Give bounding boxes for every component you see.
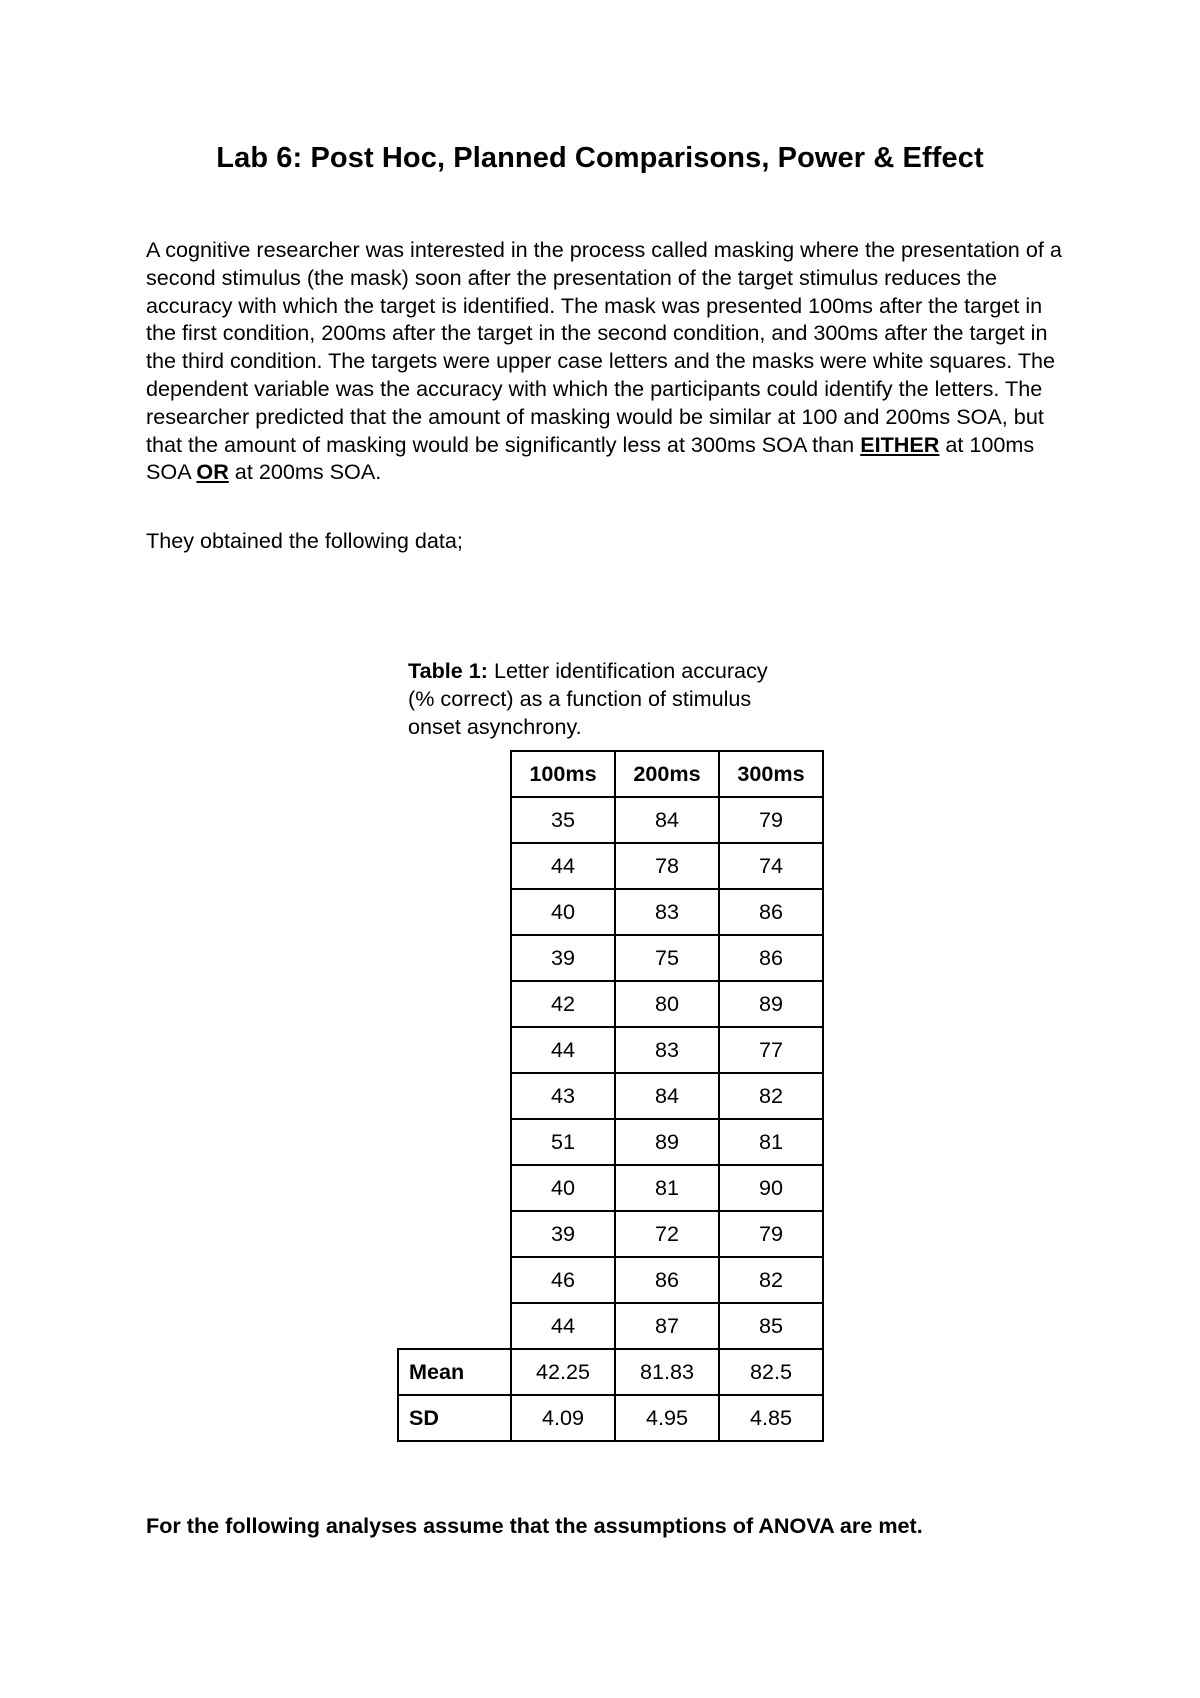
emphasis-or: OR [196, 459, 229, 485]
table-caption-label: Table 1: [408, 658, 488, 683]
table-cell: 82 [719, 1257, 823, 1303]
summary-label: SD [398, 1395, 511, 1441]
emphasis-either: EITHER [860, 431, 940, 457]
table-cell: 40 [511, 889, 615, 935]
table-cell: 44 [511, 1027, 615, 1073]
table-cell: 83 [615, 1027, 719, 1073]
intro-text-2: at 100ms SOA [146, 431, 1035, 485]
table-cell: 79 [719, 1211, 823, 1257]
intro-text-1: A cognitive researcher was interested in the process called masking where the presentation of a second stimulus (the mask) soon after the presentation of the target stimulus reduces the accuracy with which the target is identified. The mask was presented 100ms after the target in the first condition, 200ms after the target in the second condition, and 300ms after the target in the third condition. The targets were upper case letters and the masks were white squares. The dependent variable was the accuracy with which the participants could identify the letters. The researcher predicted that the amount of masking would be similar at 100 and 200ms SOA, but that the amount of masking would be significantly less at 300ms SOA than [146, 237, 1062, 457]
blank-cell [398, 797, 511, 843]
table-row [398, 1073, 823, 1119]
table-cell: 81 [615, 1165, 719, 1211]
intro-text-3: at 200ms SOA. [228, 459, 382, 485]
table-cell: 90 [719, 1165, 823, 1211]
table-row [398, 797, 823, 843]
table-row [398, 1303, 823, 1349]
blank-cell [398, 1027, 511, 1073]
table-cell: 86 [615, 1257, 719, 1303]
table-cell: 43 [511, 1073, 615, 1119]
table-cell: 89 [615, 1119, 719, 1165]
summary-row-mean [398, 1349, 823, 1395]
column-header: 200ms [615, 751, 719, 797]
intro-paragraph [146, 236, 1066, 486]
blank-cell [398, 843, 511, 889]
table-cell: 78 [615, 843, 719, 889]
table-header-row [398, 751, 823, 797]
table-cell: 89 [719, 981, 823, 1027]
table-cell: 87 [615, 1303, 719, 1349]
blank-cell [398, 1165, 511, 1211]
table-cell: 85 [719, 1303, 823, 1349]
blank-cell [398, 1257, 511, 1303]
table-cell: 84 [615, 1073, 719, 1119]
table-cell: 46 [511, 1257, 615, 1303]
table-cell: 83 [615, 889, 719, 935]
table-row [398, 1027, 823, 1073]
table-row [398, 843, 823, 889]
summary-cell: 4.95 [615, 1395, 719, 1441]
table-cell: 39 [511, 935, 615, 981]
summary-cell: 42.25 [511, 1349, 615, 1395]
table-cell: 80 [615, 981, 719, 1027]
table-cell: 40 [511, 1165, 615, 1211]
table-cell: 44 [511, 1303, 615, 1349]
summary-cell: 4.09 [511, 1395, 615, 1441]
data-intro: They obtained the following data; [146, 528, 463, 553]
table-row [398, 981, 823, 1027]
table-cell: 44 [511, 843, 615, 889]
blank-cell [398, 1303, 511, 1349]
page-title: Lab 6: Post Hoc, Planned Comparisons, Power & Effect [216, 142, 984, 174]
blank-cell [398, 751, 511, 797]
table-caption-text: Letter identification accuracy (% correct) as a function of stimulus onset asynchrony. [408, 658, 768, 739]
table-row [398, 1257, 823, 1303]
column-header: 300ms [719, 751, 823, 797]
table-caption [408, 657, 788, 740]
table-cell: 86 [719, 935, 823, 981]
blank-cell [398, 1211, 511, 1257]
summary-cell: 4.85 [719, 1395, 823, 1441]
table-cell: 35 [511, 797, 615, 843]
column-header: 100ms [511, 751, 615, 797]
table-row [398, 935, 823, 981]
table-cell: 72 [615, 1211, 719, 1257]
blank-cell [398, 1073, 511, 1119]
table-row [398, 1165, 823, 1211]
table-cell: 81 [719, 1119, 823, 1165]
summary-cell: 81.83 [615, 1349, 719, 1395]
table-cell: 51 [511, 1119, 615, 1165]
table-cell: 79 [719, 797, 823, 843]
blank-cell [398, 1119, 511, 1165]
table-cell: 82 [719, 1073, 823, 1119]
blank-cell [398, 935, 511, 981]
summary-cell: 82.5 [719, 1349, 823, 1395]
table-row [398, 889, 823, 935]
summary-row-sd [398, 1395, 823, 1441]
table-cell: 42 [511, 981, 615, 1027]
table-cell: 77 [719, 1027, 823, 1073]
table-cell: 75 [615, 935, 719, 981]
data-table [397, 750, 824, 1442]
table-cell: 84 [615, 797, 719, 843]
assumptions-note: For the following analyses assume that the assumptions of ANOVA are met. [146, 1513, 923, 1538]
table-cell: 39 [511, 1211, 615, 1257]
summary-label: Mean [398, 1349, 511, 1395]
table-cell: 74 [719, 843, 823, 889]
blank-cell [398, 981, 511, 1027]
table-row [398, 1119, 823, 1165]
table-row [398, 1211, 823, 1257]
blank-cell [398, 889, 511, 935]
table-cell: 86 [719, 889, 823, 935]
